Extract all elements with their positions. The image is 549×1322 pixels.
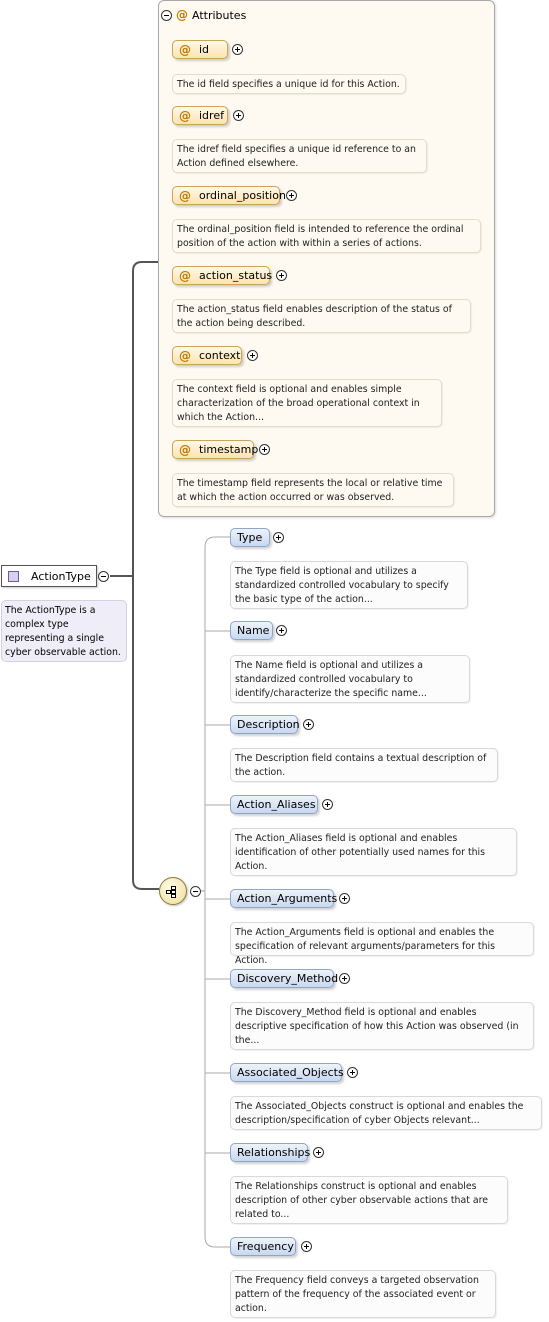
doc-line: The Action_Aliases field is optional and enables <box>235 833 458 844</box>
element-frequency-doc <box>230 1270 496 1318</box>
attribute-action-status[interactable] <box>172 266 273 285</box>
element-action-arguments-doc <box>230 922 534 966</box>
doc-line: the basic type of the action... <box>235 594 373 605</box>
attribute-context-doc <box>172 379 442 427</box>
doc-line: Action defined elsewhere. <box>177 158 299 169</box>
expand-action-aliases-icon[interactable] <box>322 799 333 810</box>
doc-line: description of other cyber observable actions that are <box>235 1195 489 1206</box>
doc-line: The idref field specifies a unique id reference to an <box>177 144 416 155</box>
attribute-icon: @ <box>179 188 191 203</box>
expand-action-arguments-icon[interactable] <box>339 893 350 904</box>
expand-name-icon[interactable] <box>276 625 287 636</box>
doc-line: specification of relevant arguments/parameters for this Action. <box>235 941 496 966</box>
root-name: ActionType <box>31 569 91 583</box>
attributes-label: Attributes <box>192 8 247 22</box>
element-name: Type <box>237 531 263 544</box>
attribute-name: ordinal_position <box>199 189 286 202</box>
attribute-ordinal-position-doc <box>172 219 481 253</box>
attribute-name: action_status <box>199 269 273 282</box>
attribute-context[interactable] <box>172 346 242 365</box>
doc-line: the action. <box>235 767 286 778</box>
doc-line: complex type <box>5 619 69 630</box>
doc-line: The Type field is optional and utilizes a <box>235 566 417 577</box>
doc-line: identification of other potentially used names for this <box>235 847 486 858</box>
element-name: Action_Arguments <box>237 892 338 905</box>
doc-line: The Discovery_Method field is optional and enables <box>235 1007 477 1018</box>
element-name: Frequency <box>237 1240 294 1253</box>
attribute-idref-doc <box>172 139 427 173</box>
element-description-doc <box>230 748 498 782</box>
sequence-compositor-icon[interactable] <box>159 877 187 905</box>
doc-line: Action. <box>235 861 268 872</box>
doc-line: action. <box>235 1303 267 1314</box>
attribute-idref[interactable] <box>172 106 228 125</box>
expand-context-icon[interactable] <box>247 350 258 361</box>
doc-line: characterization of the broad operational context in <box>177 398 420 409</box>
element-action-arguments[interactable] <box>230 889 338 908</box>
attribute-timestamp-doc <box>172 473 454 507</box>
doc-line: The ActionType is a <box>5 605 96 616</box>
doc-line: position of the action with within a series of actions. <box>177 238 422 249</box>
root-action-type[interactable] <box>1 565 97 587</box>
expand-relationships-icon[interactable] <box>313 1147 324 1158</box>
element-associated-objects[interactable] <box>230 1063 342 1082</box>
collapse-sequence-icon[interactable] <box>190 886 201 897</box>
element-name-doc <box>230 655 470 703</box>
expand-description-icon[interactable] <box>303 719 314 730</box>
doc-line: description/specification of cyber Objects relevant... <box>235 1115 480 1126</box>
element-name: Description <box>237 718 300 731</box>
expand-discovery-method-icon[interactable] <box>339 973 350 984</box>
collapse-root-icon[interactable] <box>98 571 109 582</box>
root-doc <box>1 600 127 662</box>
attributes-header <box>161 6 246 24</box>
sequence-glyph <box>166 886 182 898</box>
element-description[interactable] <box>230 715 298 734</box>
collapse-attributes-icon[interactable] <box>161 10 172 21</box>
doc-line: which the Action... <box>177 412 264 423</box>
complex-type-icon <box>8 571 19 582</box>
attribute-timestamp[interactable] <box>172 440 259 459</box>
expand-timestamp-icon[interactable] <box>259 444 270 455</box>
attribute-ordinal-position[interactable] <box>172 186 286 205</box>
doc-line: cyber observable action. <box>5 647 121 658</box>
doc-line: at which the action occurred or was observed. <box>177 492 395 503</box>
doc-line: the... <box>235 1035 260 1046</box>
element-discovery-method[interactable] <box>230 969 339 988</box>
expand-frequency-icon[interactable] <box>301 1241 312 1252</box>
attribute-icon: @ <box>179 42 191 57</box>
element-name: Associated_Objects <box>237 1066 344 1079</box>
doc-line: identify/characterize the specific name... <box>235 688 427 699</box>
attribute-icon: @ <box>179 348 191 363</box>
doc-line: The Description field contains a textual description of <box>235 753 487 764</box>
doc-line: The Associated_Objects construct is optional and enables the <box>235 1101 524 1112</box>
attribute-id[interactable] <box>172 40 228 59</box>
doc-line: standardized controlled vocabulary to specify <box>235 580 449 591</box>
expand-idref-icon[interactable] <box>233 110 244 121</box>
element-type[interactable] <box>230 528 270 547</box>
doc-line: pattern of the frequency of the associated event or <box>235 1289 476 1300</box>
element-name: Name <box>237 624 270 637</box>
doc-line: standardized controlled vocabulary to <box>235 674 413 685</box>
doc-line: representing a single <box>5 633 105 644</box>
doc-line: The Relationships construct is optional and enables <box>235 1181 477 1192</box>
attribute-action-status-doc <box>172 299 471 333</box>
doc-line: The Name field is optional and utilizes a <box>235 660 424 671</box>
doc-line: The ordinal_position field is intended to reference the ordinal <box>177 224 464 235</box>
element-action-aliases[interactable] <box>230 795 318 814</box>
doc-line: The context field is optional and enables simple <box>177 384 402 395</box>
attribute-icon: @ <box>179 442 191 457</box>
attribute-id-doc <box>172 74 406 94</box>
element-name: Relationships <box>237 1146 311 1159</box>
doc-line: The Action_Arguments field is optional and enables the <box>235 927 495 938</box>
attribute-icon: @ <box>179 108 191 123</box>
attribute-name: idref <box>199 109 224 122</box>
doc-line: related to... <box>235 1209 290 1220</box>
attribute-name: context <box>199 349 241 362</box>
element-discovery-method-doc <box>230 1002 534 1050</box>
element-frequency[interactable] <box>230 1237 296 1256</box>
expand-associated-objects-icon[interactable] <box>347 1067 358 1078</box>
attribute-icon: @ <box>179 268 191 283</box>
expand-type-icon[interactable] <box>273 532 284 543</box>
expand-action-status-icon[interactable] <box>276 270 287 281</box>
attribute-name: id <box>199 43 210 56</box>
doc-line: the action being described. <box>177 318 306 329</box>
attribute-at-icon: @ <box>176 8 188 22</box>
element-relationships[interactable] <box>230 1143 311 1162</box>
element-associated-objects-doc <box>230 1096 542 1130</box>
doc-line: The action_status field enables description of the status of <box>177 304 452 315</box>
expand-ordinal-position-icon[interactable] <box>286 190 297 201</box>
doc-line: The timestamp field represents the local or relative time <box>177 478 443 489</box>
element-name-field[interactable] <box>230 621 273 640</box>
expand-id-icon[interactable] <box>232 44 243 55</box>
element-name: Discovery_Method <box>237 972 339 985</box>
element-action-aliases-doc <box>230 828 517 876</box>
doc-line: The Frequency field conveys a targeted observation <box>235 1275 479 1286</box>
attribute-name: timestamp <box>199 443 259 456</box>
element-relationships-doc <box>230 1176 508 1224</box>
doc-line: descriptive specification of how this Action was observed (in <box>235 1021 519 1032</box>
doc-line: The id field specifies a unique id for this Action. <box>177 79 400 90</box>
element-type-doc <box>230 561 468 609</box>
element-name: Action_Aliases <box>237 798 316 811</box>
